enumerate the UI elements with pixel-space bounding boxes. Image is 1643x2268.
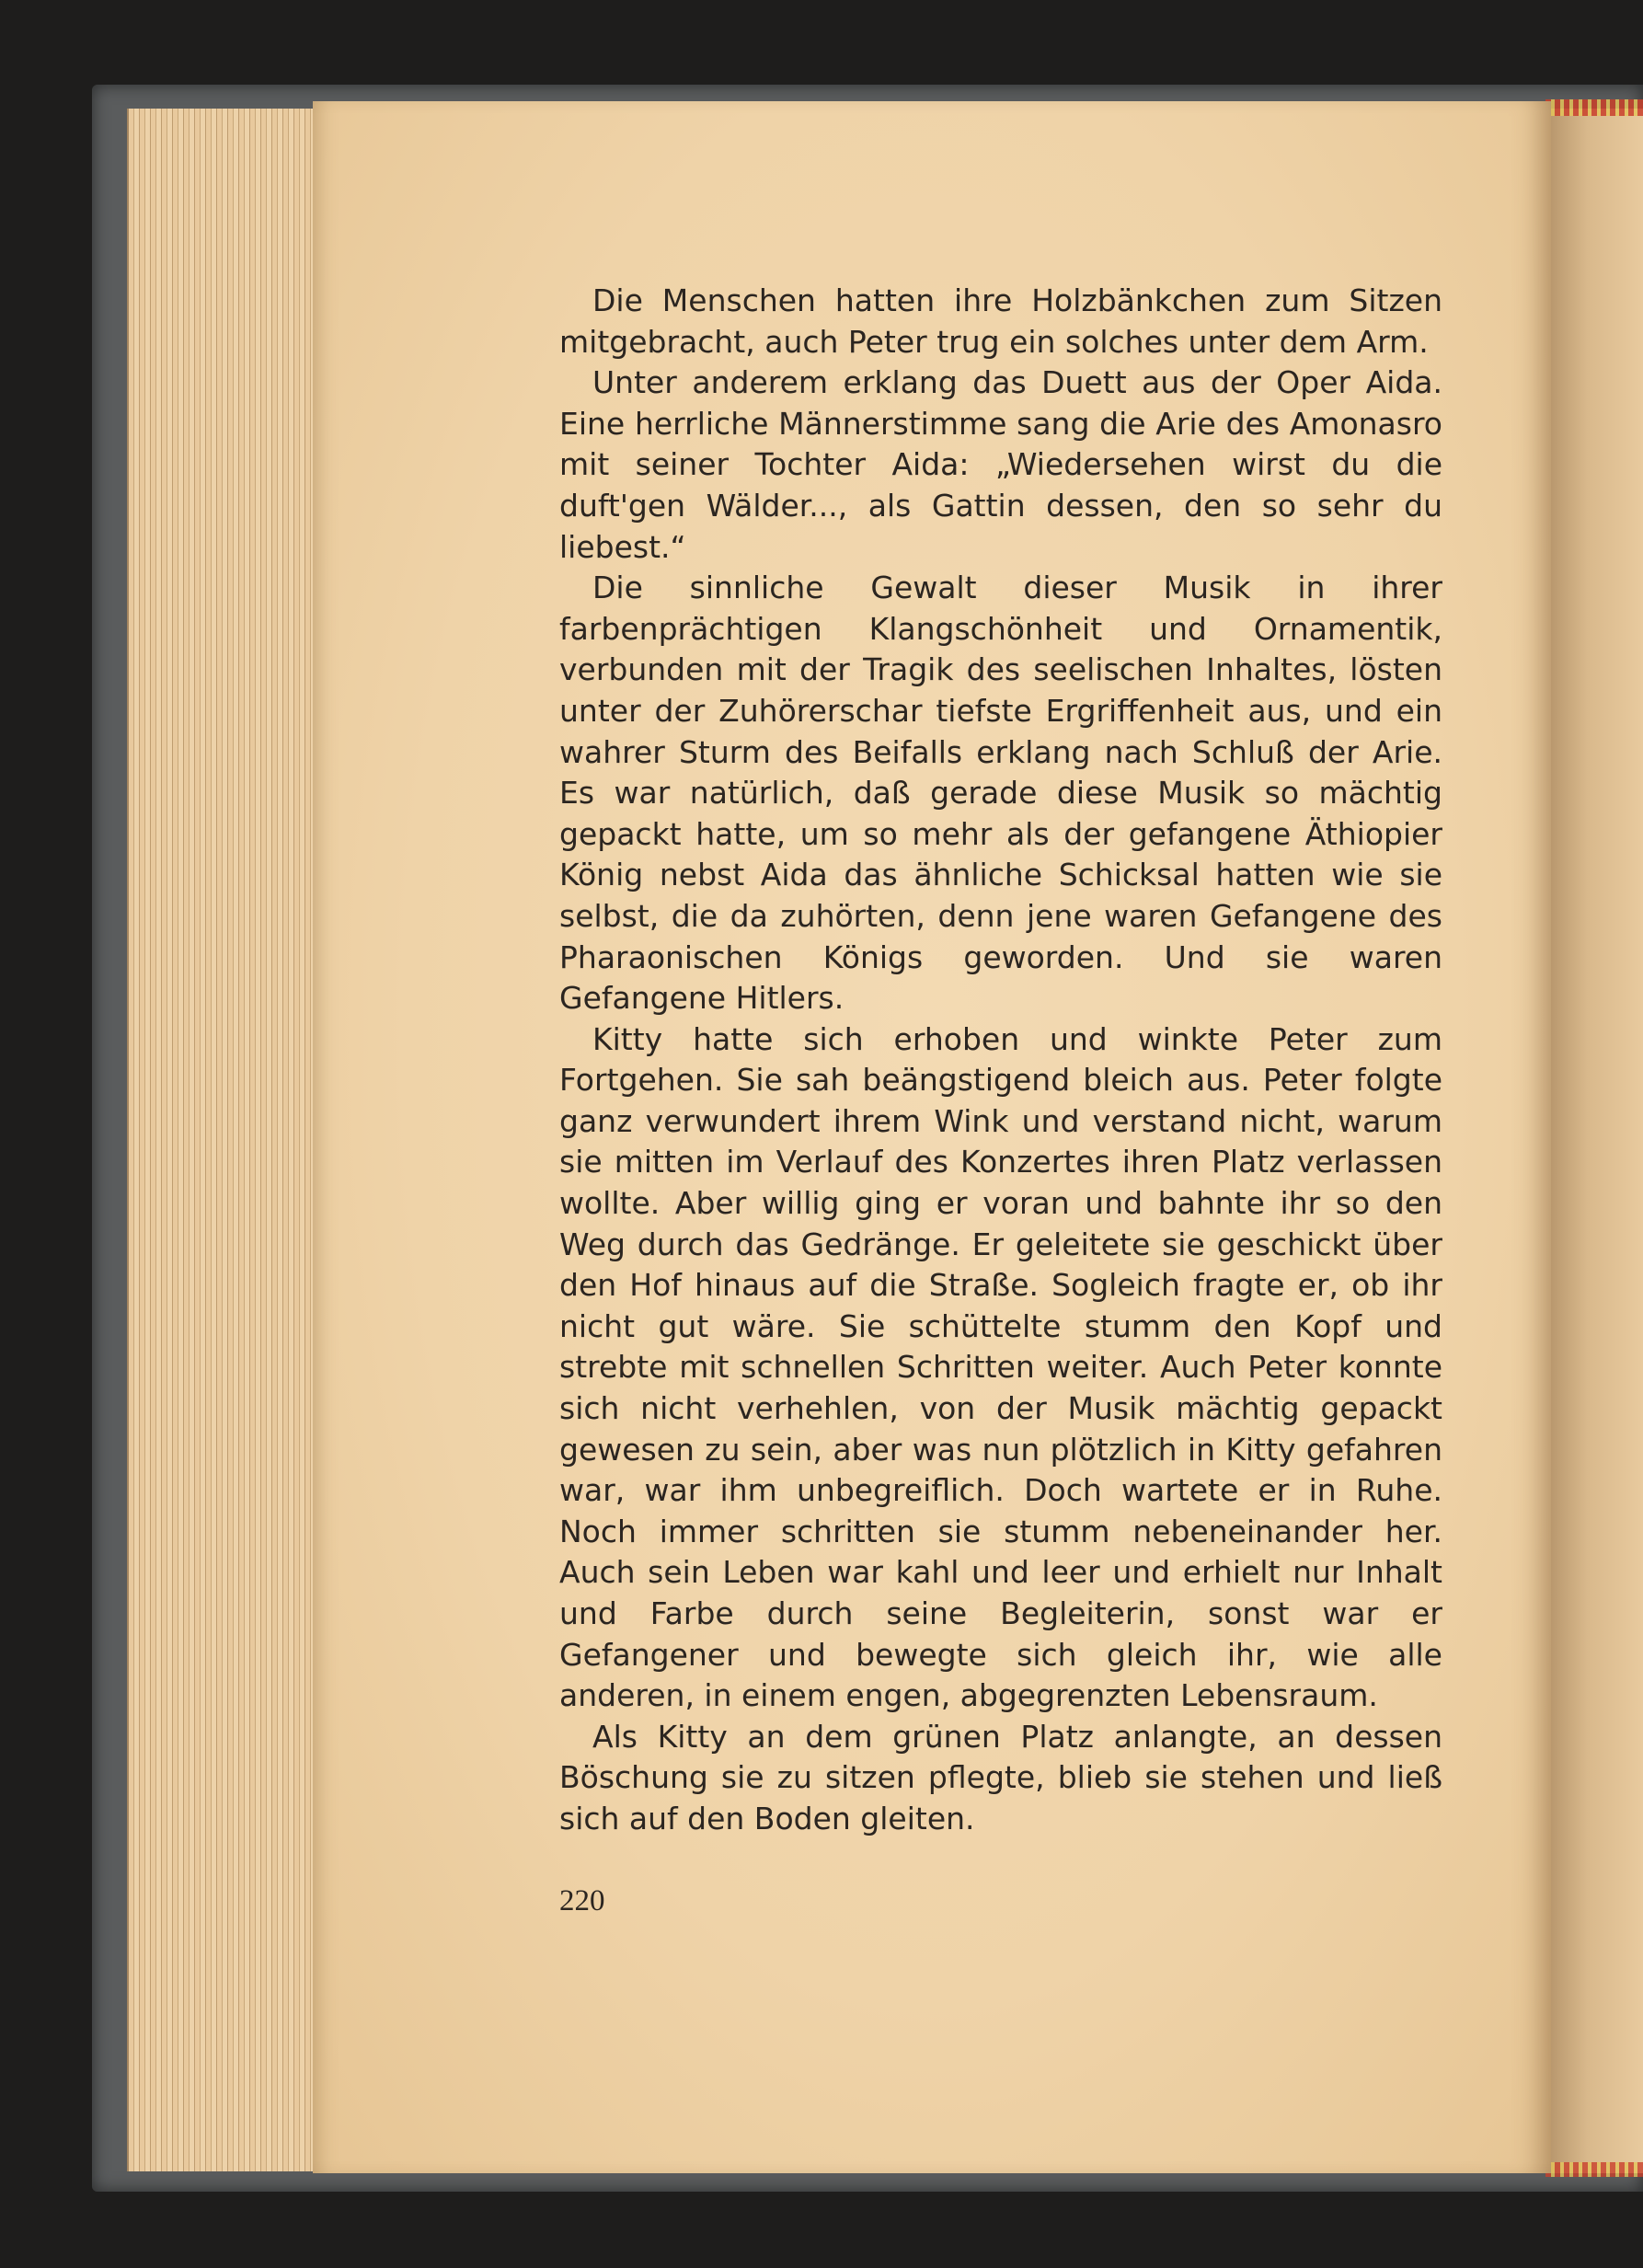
paragraph-1: Die Menschen hatten ihre Holzbänkchen zum Sitzen mitgebracht, auch Peter trug ein solches unter dem Arm. bbox=[559, 282, 1442, 360]
headband-bottom bbox=[1545, 2162, 1643, 2177]
paragraph-2: Unter anderem erklang das Duett aus der Oper Aida. Eine herrliche Männerstimme sang die Arie des Amonasro mit seiner Tochter Aida: „Wiedersehen wirst du die duft'gen Wälder..., als Gattin dessen, den so sehr du liebest.“ bbox=[559, 364, 1442, 565]
paragraph-5: Als Kitty an dem grünen Platz anlangte, an dessen Böschung sie zu sitzen pflegte, blieb sie stehen und ließ sich auf den Boden gleiten. bbox=[559, 1718, 1442, 1836]
paragraph-3: Die sinnliche Gewalt dieser Musik in ihrer farbenprächtigen Klangschönheit und Ornamentik, verbunden mit der Tragik des seelischen Inhaltes, lösten unter der Zuhörerschar tiefste Ergriffenheit aus, und ein wahrer Sturm des Beifalls erklang nach Schluß der Arie. Es war natürlich, daß gerade diese Musik so mächtig gepackt hatte, um so mehr als der gefangene Äthiopier König nebst Aida das ähnliche Schicksal hatten wie sie selbst, die da zuhörten, denn jene waren Gefangene des Pharaonischen Königs geworden. Und sie waren Gefangene Hitlers. bbox=[559, 570, 1442, 1017]
book-gutter bbox=[1551, 109, 1643, 2173]
headband-top bbox=[1545, 99, 1643, 116]
page-edges bbox=[127, 109, 327, 2171]
paragraph-4: Kitty hatte sich erhoben und winkte Peter zum Fortgehen. Sie sah beängstigend bleich aus. Peter folgte ganz verwundert ihrem Wink und verstand nicht, warum sie mitten im Verlauf des Konzertes ihren Platz verlassen wollte. Aber willig ging er voran und bahnte ihr so den Weg durch das Gedränge. Er geleitete sie geschickt über den Hof hinaus auf die Straße. Sogleich fragte er, ob ihr nicht gut wäre. Sie schüttelte stumm den Kopf und strebte mit schnellen Schritten weiter. Auch Peter konnte sich nicht verhehlen, von der Musik mächtig gepackt gewesen zu sein, aber was nun plötzlich in Kitty gefahren war, war ihm unbegreiflich. Doch wartete er in Ruhe. Noch immer schritten sie stumm nebeneinander her. Auch sein Leben war kahl und leer und erhielt nur Inhalt und Farbe durch seine Begleiterin, sonst war er Gefangener und bewegte sich gleich ihr, wie alle anderen, in einem engen, abgegrenzten Lebensraum. bbox=[559, 1020, 1442, 1714]
page-number: 220 bbox=[559, 1884, 605, 1917]
page-text bbox=[559, 281, 1442, 1840]
